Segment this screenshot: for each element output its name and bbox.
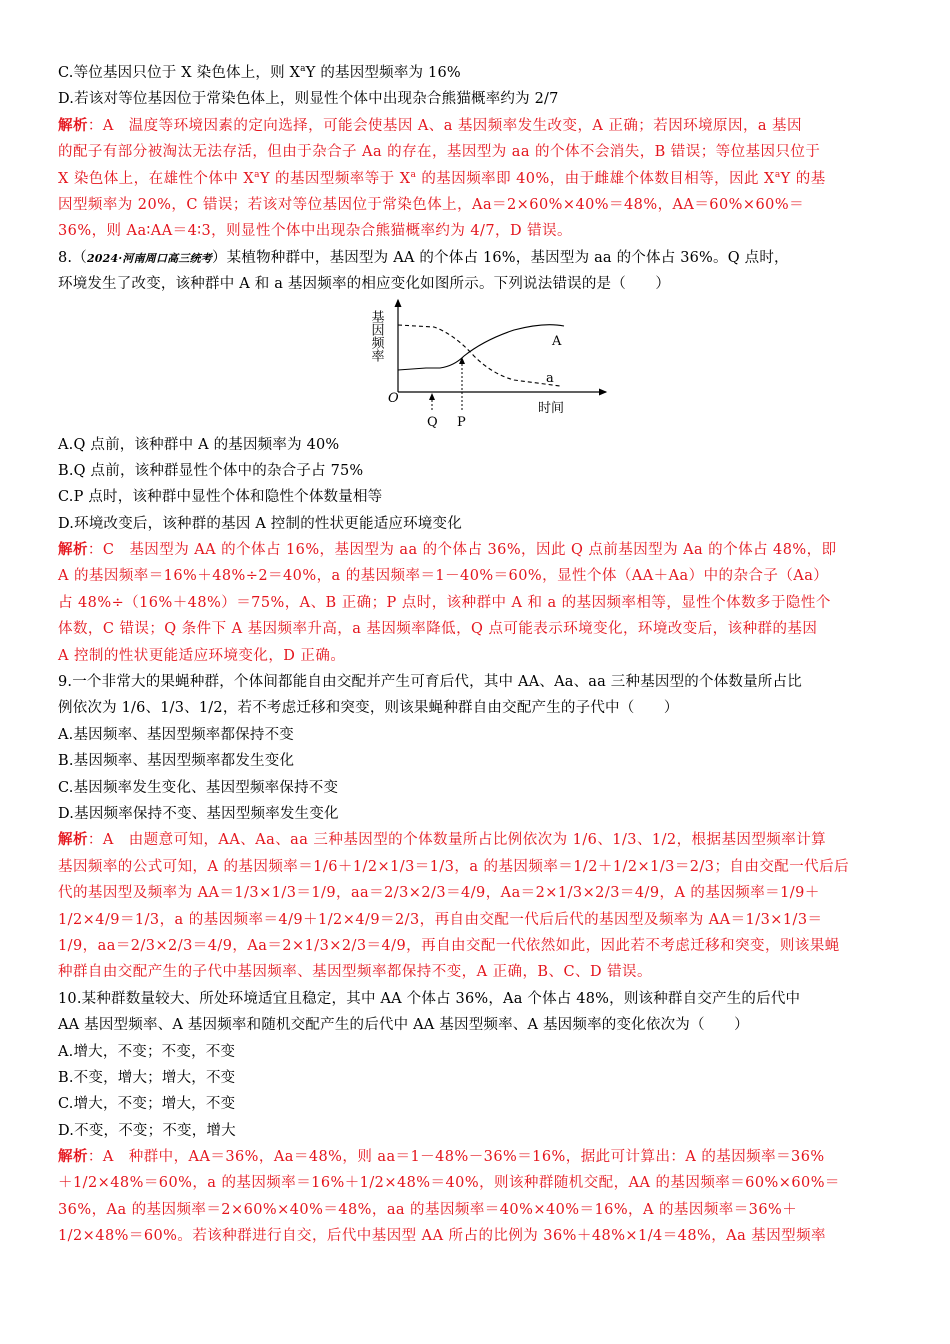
q10-explanation-line-1: 解析：A 种群中，AA＝36%，Aa＝48%，则 aa＝1－48%－36%＝16%，据此可计算出：A 的基因频率＝36% [58, 1148, 825, 1166]
q9-explanation-line-5: 1/9，aa＝2/3×2/3＝4/9，Aa＝2×1/3×2/3＝4/9，再自由交配一代依然如此，因此若不考虑迁移和突变，则该果蝇 [58, 937, 840, 954]
q7-option-d[interactable]: D.若该对等位基因位于常染色体上，则显性个体中出现杂合熊猫概率约为 2/7 [58, 91, 559, 108]
explanation-label: 解析 [58, 1148, 88, 1166]
curve-A-label: A [552, 333, 562, 349]
origin-label: O [388, 390, 399, 406]
q9-explanation-line-6: 种群自由交配产生的子代中基因频率、基因型频率都保持不变，A 正确，B、C、D 错误。 [58, 964, 652, 981]
y-axis-label: 基因频率 [368, 309, 384, 362]
q9-stem-line-2: 例依次为 1/6、1/3、1/2，若不考虑迁移和突变，则该果蝇种群自由交配产生的子代中（ ） [58, 700, 679, 717]
q9-option-a[interactable]: A.基因频率、基因型频率都保持不变 [58, 726, 294, 743]
q10-option-c[interactable]: C.增大，不变；增大，不变 [58, 1096, 236, 1113]
q8-option-c[interactable]: C.P 点时，该种群中显性个体和隐性个体数量相等 [58, 489, 383, 506]
q8-stem-line-2: 环境发生了改变，该种群中 A 和 a 基因频率的相应变化如图所示。下列说法错误的是（ ） [58, 276, 671, 293]
q10-stem-line-1: 10.某种群数量较大、所处环境适宜且稳定，其中 AA 个体占 36%，Aa 个体占 48%，则该种群自交产生的后代中 [58, 990, 801, 1007]
x-axis-label: 时间 [538, 400, 565, 416]
question-source: 2024·河南周口高三统考 [86, 251, 212, 265]
curve-a [398, 325, 560, 386]
q10-explanation-line-2: ＋1/2×48%＝60%，a 的基因频率＝16%＋1/2×48%＝40%，则该种群随机交配，AA 的基因频率＝60%×60%＝ [58, 1175, 840, 1192]
curve-a-label: a [546, 370, 554, 386]
q9-stem-line-1: 9.一个非常大的果蝇种群，个体间都能自由交配并产生可育后代，其中 AA、Aa、aa 三种基因型的个体数量所占比 [58, 674, 802, 691]
gene-frequency-chart [368, 298, 634, 432]
q10-explanation-line-3: 36%，Aa 的基因频率＝2×60%×40%＝48%，aa 的基因频率＝40%×40%＝16%，A 的基因频率＝36%＋ [58, 1201, 798, 1218]
q7-explanation-line-3: X 染色体上，在雄性个体中 $X^aY$ 的基因型频率等于 $X^a$ 的基因频率即 40%，由于雌雄个体数目相等，因此 $X^aY$ 的基 [58, 169, 826, 187]
q10-stem-line-2: AA 基因型频率、A 基因频率和随机交配产生的后代中 AA 基因型频率、A 基因频率的变化依次为（ ） [58, 1017, 749, 1034]
q9-option-d[interactable]: D.基因频率保持不变、基因型频率发生变化 [58, 805, 339, 822]
curve-A [398, 324, 564, 369]
explanation-label: 解析 [58, 116, 88, 134]
q9-option-b[interactable]: B.基因频率、基因型频率都发生变化 [58, 753, 295, 770]
q7-explanation-line-2: 的配子有部分被淘汰无法存活，但由于杂合子 Aa 的存在，基因型为 aa 的个体不会消失，B 错误；等位基因只位于 [58, 144, 821, 161]
q10-option-d[interactable]: D.不变，不变；不变，增大 [58, 1122, 236, 1139]
q8-explanation-line-4: 体数，C 错误；Q 条件下 A 基因频率升高，a 基因频率降低，Q 点可能表示环境变化，环境改变后，该种群的基因 [58, 621, 818, 638]
q9-explanation-line-2: 基因频率的公式可知，A 的基因频率＝1/6＋1/2×1/3＝1/3，a 的基因频率＝1/2＋1/2×1/3＝2/3；自由交配一代后后 [58, 858, 850, 875]
explanation-label: 解析 [58, 541, 88, 559]
q7-explanation-line-4: 因型频率为 20%，C 错误；若该对等位基因位于常染色体上，Aa＝2×60%×40%＝48%，AA＝60%×60%＝ [58, 196, 805, 213]
gene-frequency-figure [58, 298, 892, 432]
q8-stem-line-1: 8.（2024·河南周口高三统考）某植物种群中，基因型为 AA 的个体占 16%，基因型为 aa 的个体占 36%。Q 点时， [58, 249, 789, 266]
document-page [58, 60, 892, 1250]
explanation-label: 解析 [58, 831, 88, 849]
q9-explanation-line-3: 代的基因型及频率为 AA＝1/3×1/3＝1/9，aa＝2/3×2/3＝4/9，Aa＝2×1/3×2/3＝4/9，A 的基因频率＝1/9＋ [58, 885, 820, 902]
q7-explanation-line-5: 36%，则 Aa∶AA＝4∶3，则显性个体中出现杂合熊猫概率约为 4/7，D 错误。 [58, 223, 572, 240]
q8-explanation-line-1: 解析：C 基因型为 AA 的个体占 16%，基因型为 aa 的个体占 36%，因此 Q 点前基因型为 Aa 的个体占 48%，即 [58, 541, 837, 559]
q9-explanation-line-4: 1/2×4/9＝1/3，a 的基因频率＝4/9＋1/2×4/9＝2/3，再自由交配一代后后代的基因型及频率为 AA＝1/3×1/3＝ [58, 911, 823, 928]
q10-explanation-line-4: 1/2×48%＝60%。若该种群进行自交，后代中基因型 AA 所占的比例为 36%＋48%×1/4＝48%，Aa 基因型频率 [58, 1228, 827, 1245]
q8-option-d[interactable]: D.环境改变后，该种群的基因 A 控制的性状更能适应环境变化 [58, 515, 462, 532]
q7-option-c[interactable]: C.等位基因只位于 X 染色体上，则 $X^aY$ 的基因型频率为 16% [58, 64, 461, 81]
p-label: P [457, 414, 466, 430]
q8-explanation-line-5: A 控制的性状更能适应环境变化，D 正确。 [58, 647, 346, 664]
q10-option-b[interactable]: B.不变，增大；增大，不变 [58, 1069, 236, 1086]
q8-option-b[interactable]: B.Q 点前，该种群显性个体中的杂合子占 75% [58, 462, 364, 479]
q8-explanation-line-2: A 的基因频率＝16%＋48%÷2＝40%，a 的基因频率＝1－40%＝60%，显性个体（AA＋Aa）中的杂合子（Aa） [58, 568, 829, 585]
q9-explanation-line-1: 解析：A 由题意可知，AA、Aa、aa 三种基因型的个体数量所占比例依次为 1/6、1/3、1/2，根据基因型频率计算 [58, 831, 827, 849]
q-label: Q [427, 414, 438, 430]
q8-explanation-line-3: 占 48%÷（16%＋48%）＝75%，A、B 正确；P 点时，该种群中 A 和 a 的基因频率相等，显性个体数多于隐性个 [58, 594, 831, 611]
q8-option-a[interactable]: A.Q 点前，该种群中 A 的基因频率为 40% [58, 436, 340, 453]
q10-option-a[interactable]: A.增大，不变；不变，不变 [58, 1043, 236, 1060]
q9-option-c[interactable]: C.基因频率发生变化、基因型频率保持不变 [58, 779, 339, 796]
q7-explanation-line-1: 解析：A 温度等环境因素的定向选择，可能会使基因 A、a 基因频率发生改变，A 正确；若因环境原因，a 基因 [58, 116, 802, 134]
